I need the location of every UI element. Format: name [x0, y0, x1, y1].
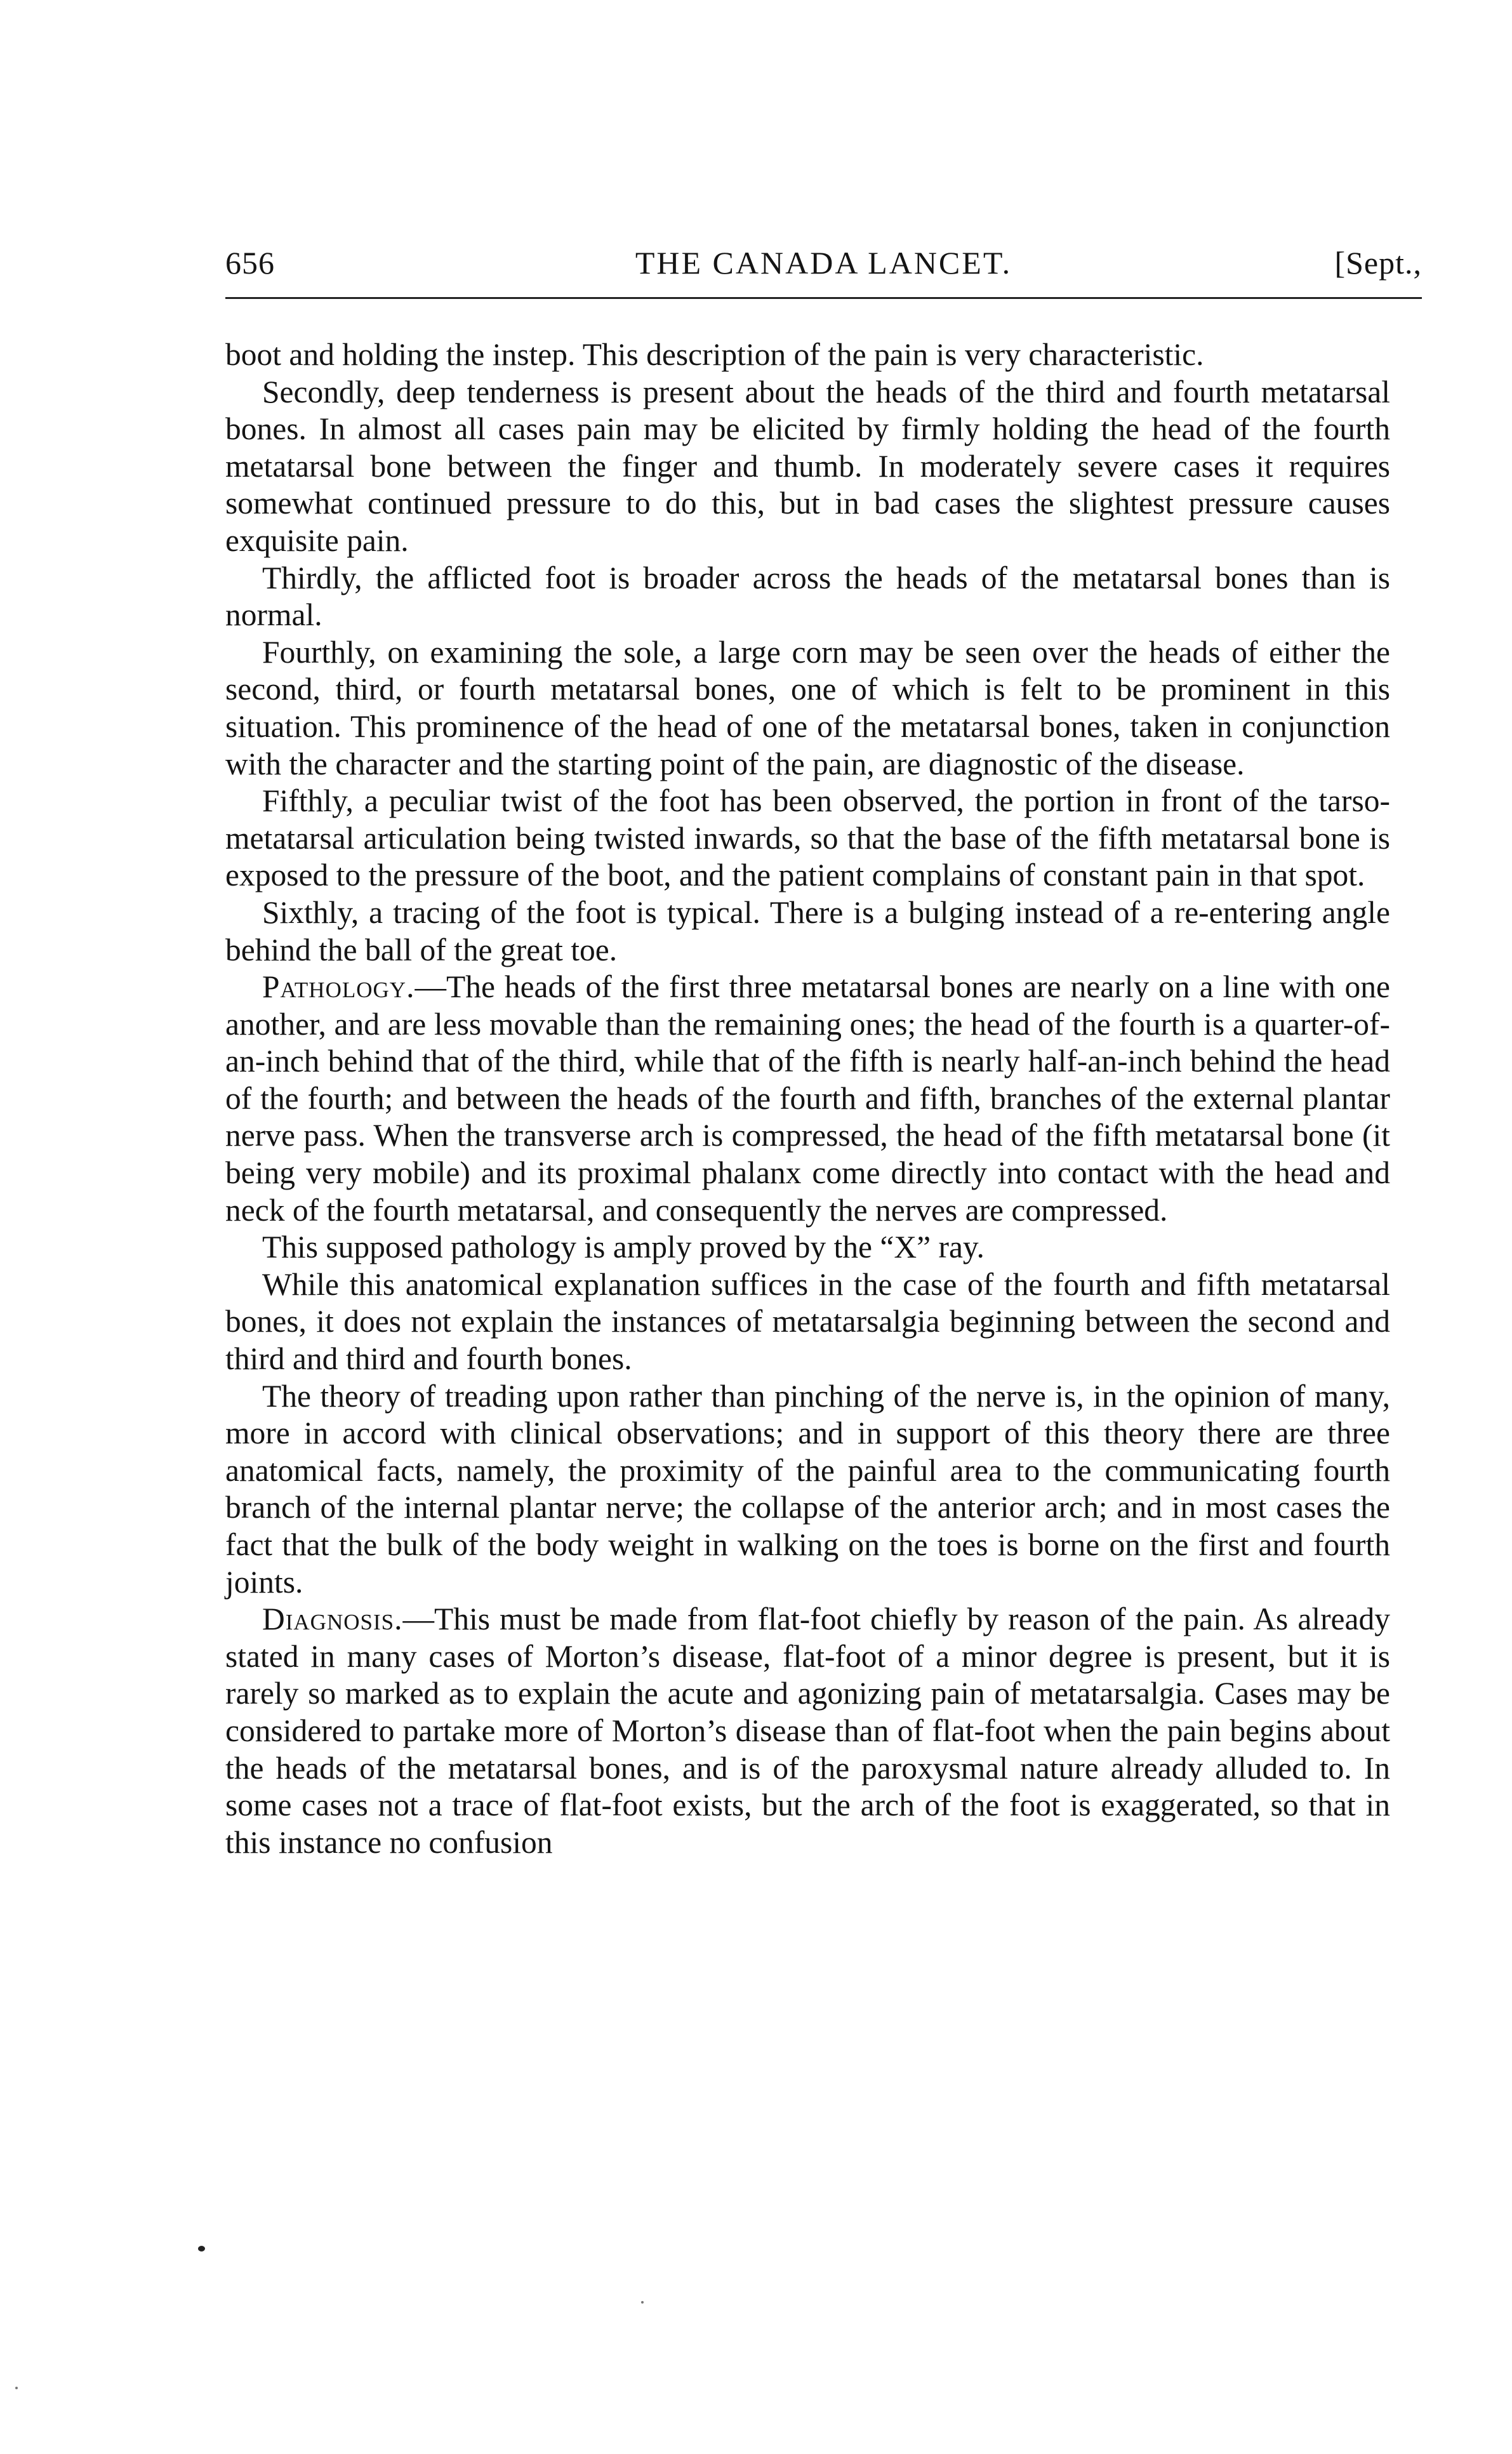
paragraph-anatomical-explanation: While this anatomical explanation suffices in the case of the fourth and fifth metatarsal bones, it does not explain the instances of metatarsalgia beginning between the second and third and third and fourth bones.: [225, 1266, 1390, 1377]
diagnosis-heading: Diagnosis.: [262, 1602, 403, 1637]
paragraph-xray: This supposed pathology is amply proved by the “X” ray.: [262, 1230, 985, 1265]
running-title: THE CANADA LANCET.: [635, 245, 1012, 281]
paragraph-fifthly: Fifthly, a peculiar twist of the foot has been observed, the portion in front of the tarso-metatarsal articulation being twisted inwards, so that the base of the fifth metatarsal bone is exposed to the pressure of the boot, and the patient complains of constant pain in that spot.: [225, 783, 1390, 893]
paragraph-diagnosis: [225, 1601, 1390, 1861]
paragraph-secondly: Secondly, deep tenderness is present about the heads of the third and fourth metatarsal bones. In almost all cases pain may be elicited by firmly holding the head of the fourth metatarsal bone between the finger and thumb. In moderately severe cases it requires somewhat continued pressure to do this, but in bad cases the slightest pressure causes exquisite pain.: [225, 374, 1390, 558]
header-rule: [225, 297, 1422, 299]
issue-month: [Sept.,: [1334, 245, 1422, 281]
paragraph-pathology: [225, 969, 1390, 1229]
pathology-text: —The heads of the first three metatarsal bones are nearly on a line with one another, and are less movable than the remaining ones; the head of the fourth is a quarter-of-an-inch behind that of the third, while that of the fifth is nearly half-an-inch behind the head of the fourth; and between the heads of the fourth and fifth, branches of the external plantar nerve pass. When the transverse arch is compressed, the head of the fifth metatarsal bone (it being very mobile) and its proximal phalanx come directly into contact with the head and neck of the fourth metatarsal, and consequently the nerves are compressed.: [225, 969, 1390, 1228]
ink-speck: [15, 2387, 18, 2389]
paragraph-treading-theory: The theory of treading upon rather than pinching of the nerve is, in the opinion of many, more in accord with clinical observations; and in support of this theory there are three anatomical facts, namely, the proximity of the painful area to the communicating fourth branch of the internal plantar nerve; the collapse of the anterior arch; and in most cases the fact that the bulk of the body weight in walking on the toes is borne on the first and fourth joints.: [225, 1378, 1390, 1600]
paragraph-fourthly: Fourthly, on examining the sole, a large corn may be seen over the heads of either the second, third, or fourth metatarsal bones, one of which is felt to be prominent in this situation. This prominence of the head of one of the metatarsal bones, taken in conjunction with the character and the starting point of the pain, are diagnostic of the disease.: [225, 634, 1390, 781]
paragraph-sixthly: Sixthly, a tracing of the foot is typical. There is a bulging instead of a re-entering angle behind the ball of the great toe.: [225, 894, 1390, 967]
page-header: [225, 244, 1422, 289]
ink-speck: [641, 2301, 644, 2304]
paragraph-thirdly: Thirdly, the afflicted foot is broader across the heads of the metatarsal bones than is normal.: [225, 560, 1390, 633]
pathology-heading: Pathology.: [262, 969, 415, 1005]
ink-speck: [198, 2246, 205, 2252]
paragraph-pain-description: boot and holding the instep. This description of the pain is very characteristic.: [225, 337, 1204, 372]
diagnosis-text: —This must be made from flat-foot chiefly by reason of the pain. As already stated in many cases of Morton’s disease, flat-foot of a minor degree is present, but it is rarely so marked as to explain the acute and agonizing pain of metatarsalgia. Cases may be considered to partake more of Morton’s disease than of flat-foot when the pain begins about the heads of the metatarsal bones, and is of the paroxysmal nature already alluded to. In some cases not a trace of flat-foot exists, but the arch of the foot is exaggerated, so that in this instance no confusion: [225, 1602, 1390, 1860]
article-body: [225, 336, 1390, 1861]
page-number: 656: [225, 245, 275, 281]
